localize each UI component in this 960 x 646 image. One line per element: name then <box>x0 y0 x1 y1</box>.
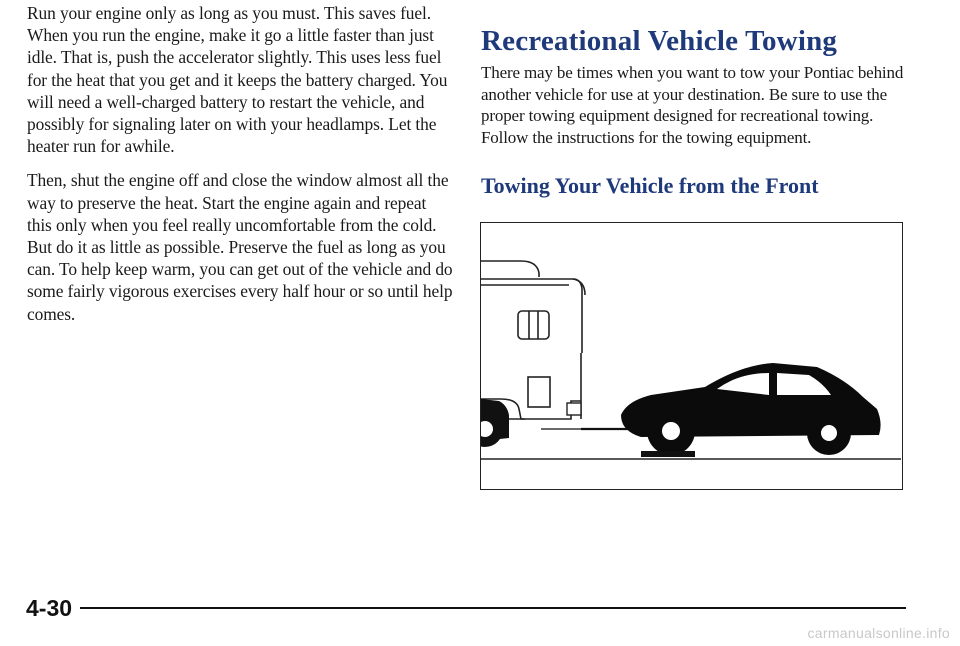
car-rear-wheel <box>807 411 851 455</box>
section-title: Recreational Vehicle Towing <box>481 25 838 57</box>
tow-dolly <box>641 451 695 457</box>
subsection-title: Towing Your Vehicle from the Front <box>481 173 819 198</box>
page-number: 4-30 <box>26 595 73 621</box>
body-paragraph-engine-running: Run your engine only as long as you must. This saves fuel. When you run the engine, make it go a little faster than just idle. That is, push the accelerator slightly. This uses less fuel for the heat that you get and it keeps the battery charged. You will need a well-charged battery to restart the vehicle, and possibly for signaling later on with your headlamps. Let the heater run for awhile. <box>27 3 448 157</box>
car-front-wheel <box>647 407 695 455</box>
left-column <box>27 2 455 337</box>
footer-rule <box>80 607 906 609</box>
rv-towing-car-illustration-icon <box>481 223 901 488</box>
watermark: carmanualsonline.info <box>807 625 950 641</box>
section-paragraph: There may be times when you want to tow your Pontiac behind another vehicle for use at your destination. Be sure to use the proper towing equipment designed for recreational towing. Follow the instructions for the towing equipment. <box>481 63 904 147</box>
right-column <box>481 24 913 148</box>
body-paragraph-preserve-heat: Then, shut the engine off and close the window almost all the way to preserve the heat. Start the engine again and repeat this only when you feel really uncomfortable from the cold. But do it as little as possible. Preserve the fuel as long as you can. To help keep warm, you can get out of the vehicle and do some fairly vigorous exercises every half hour or so until help comes. <box>27 170 453 324</box>
towing-illustration <box>480 222 903 490</box>
rv-vehicle <box>481 261 585 419</box>
